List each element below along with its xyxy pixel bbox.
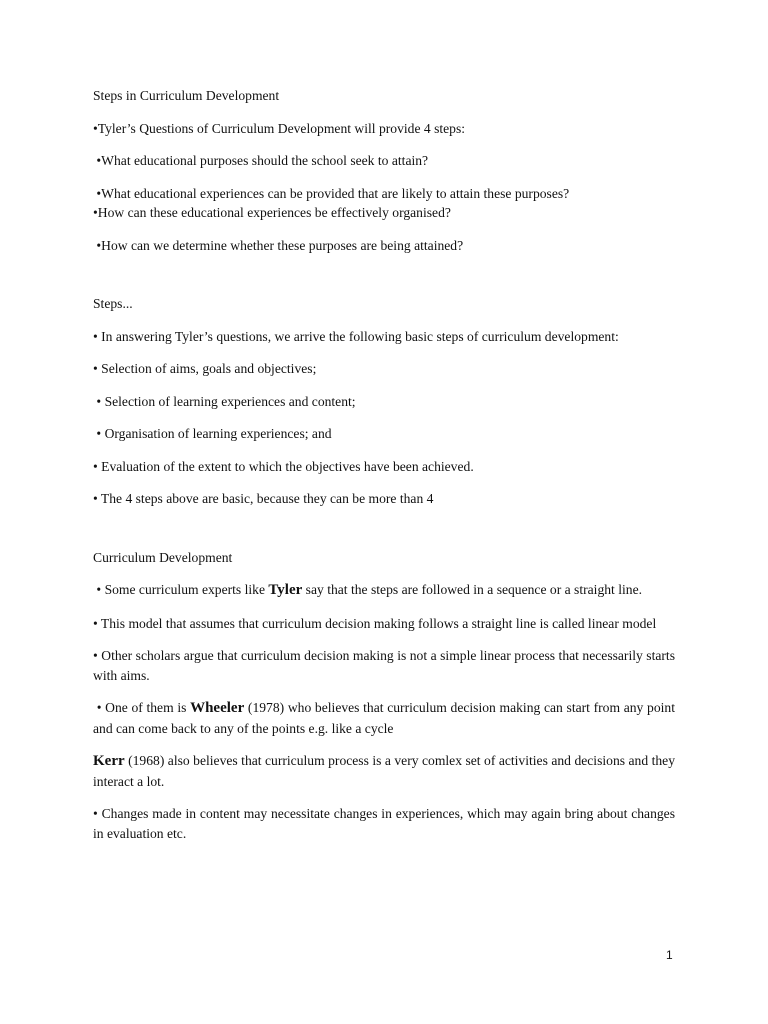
section-spacer [93,522,675,548]
steps-note: • The 4 steps above are basic, because they can be more than 4 [93,491,434,506]
text-segment: say that the steps are followed in a sequence or a straight line. [302,582,643,597]
name-kerr: Kerr [93,753,125,769]
name-wheeler: Wheeler [190,700,245,716]
name-tyler: Tyler [268,582,303,598]
page-number: 1 [666,948,673,962]
section-heading-steps-in-development: Steps in Curriculum Development [93,88,280,103]
section-spacer [93,268,675,294]
tyler-question-4: •How can we determine whether these purposes are being attained? [93,237,464,253]
text-segment: • One of them is [93,700,191,715]
steps-item-evaluation: • Evaluation of the extent to which the objectives have been achieved. [93,458,474,474]
section-heading-curriculum-development: Curriculum Development [93,549,233,565]
steps-paragraph-1: • In answering Tyler’s questions, we arrive the following basic steps of curriculum development: [93,328,619,344]
curriculum-paragraph-linear-model: • This model that assumes that curriculum decision making follows a straight line is called linear model [93,615,657,631]
document-body [93,86,675,856]
steps-item-learning-experiences: • Selection of learning experiences and content; [93,393,356,409]
curriculum-paragraph-kerr [93,751,675,791]
steps-item-aims: • Selection of aims, goals and objectives; [93,361,317,376]
curriculum-paragraph-wheeler [93,698,675,738]
tyler-questions-intro: •Tyler’s Questions of Curriculum Development will provide 4 steps: [93,120,466,136]
text-segment: (1968) also believes that curriculum process is a very comlex set of activities and decisions and they interact a lot. [93,753,675,789]
curriculum-paragraph-changes: • Changes made in content may necessitate changes in experiences, which may again bring about changes in evaluation etc. [93,806,675,841]
text-segment: (1978) who believes that curriculum decision making can start from any point and can come back to any of the points e.g. like a cycle [93,700,675,736]
tyler-question-1: •What educational purposes should the school seek to attain? [93,153,429,168]
curriculum-paragraph-tyler [93,580,675,601]
steps-item-organisation: • Organisation of learning experiences; and [93,426,332,441]
section-heading-steps: Steps... [93,296,133,311]
tyler-question-2: •What educational experiences can be provided that are likely to attain these purposes? [93,185,570,201]
tyler-question-3: •How can these educational experiences be effectively organised? [93,205,451,220]
curriculum-paragraph-other-scholars: • Other scholars argue that curriculum decision making is not a simple linear process that necessarily starts with aims. [93,648,675,683]
text-segment: • Some curriculum experts like [93,582,269,597]
